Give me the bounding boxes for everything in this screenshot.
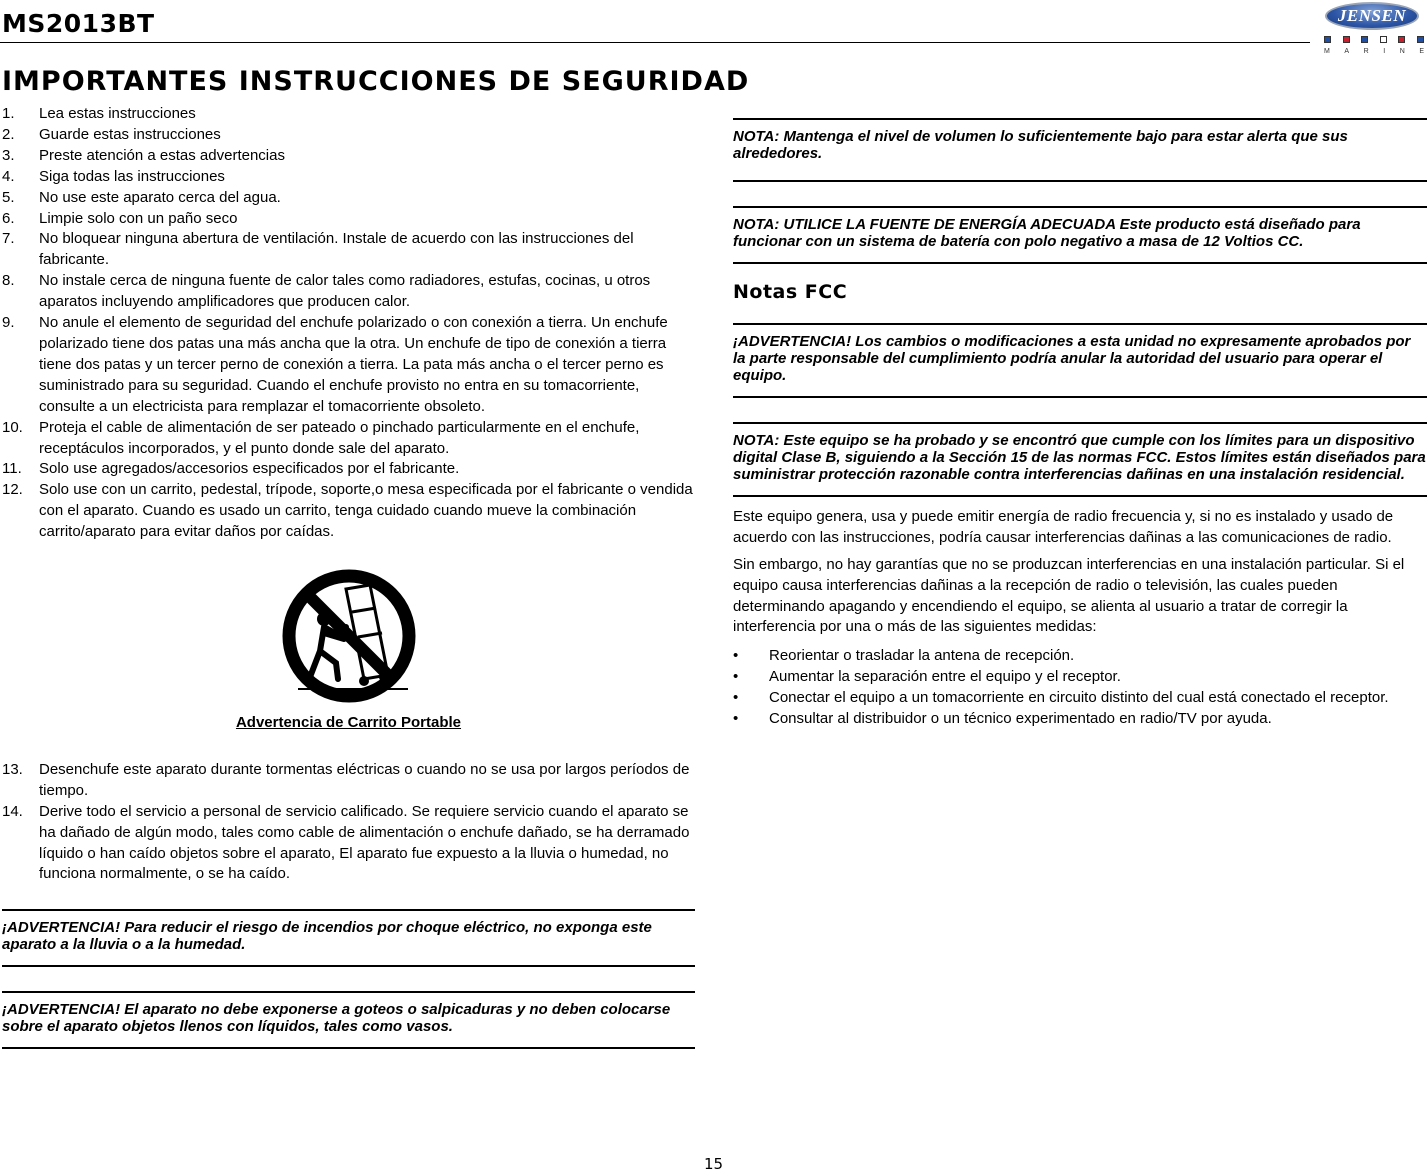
instruction-number: 2. xyxy=(2,125,15,143)
logo-letter: E xyxy=(1419,48,1424,55)
logo-flag-icon xyxy=(1380,36,1387,43)
fcc-heading: Notas FCC xyxy=(733,281,848,303)
instruction-text: Proteja el cable de alimentación de ser pateado o pinchado particularmente en el enchufe, receptáculos incorporados, y el punto donde sale del aparato. xyxy=(39,418,640,457)
logo-brand-text: JENSEN xyxy=(1337,6,1407,25)
logo-flags xyxy=(1324,36,1424,43)
instruction-text: Siga todas las instrucciones xyxy=(39,167,225,185)
instruction-text: Guarde estas instrucciones xyxy=(39,125,221,143)
left-column xyxy=(2,104,695,1049)
note-box-power: NOTA: UTILICE LA FUENTE DE ENERGÍA ADECUADA Este producto está diseñado para funcionar con un sistema de batería con polo negativo a masa de 12 Voltios CC. xyxy=(733,206,1427,264)
logo-letter: A xyxy=(1344,48,1350,55)
cart-warning-figure xyxy=(2,567,695,734)
logo-letter: I xyxy=(1383,48,1386,55)
instruction-item xyxy=(2,146,695,167)
bullet-icon: • xyxy=(733,668,739,686)
fcc-measure-item xyxy=(733,646,1427,667)
fcc-measure-item xyxy=(733,709,1427,730)
instruction-text: No bloquear ninguna abertura de ventilación. Instale de acuerdo con las instrucciones del fabricante. xyxy=(39,230,634,269)
instruction-item xyxy=(2,271,695,313)
instruction-number: 13. xyxy=(2,760,23,778)
fcc-warning-box: ¡ADVERTENCIA! Los cambios o modificaciones a esta unidad no expresamente aprobados por la parte responsable del cumplimiento podría anular la autoridad del usuario para operar el equipo. xyxy=(733,323,1427,398)
fcc-measure-item xyxy=(733,688,1427,709)
logo-letter: R xyxy=(1363,48,1369,55)
instruction-text: Solo use agregados/accesorios especificados por el fabricante. xyxy=(39,460,460,478)
instruction-item xyxy=(2,209,695,230)
instruction-text: Preste atención a estas advertencias xyxy=(39,146,285,164)
instruction-text: No instale cerca de ninguna fuente de calor tales como radiadores, estufas, cocinas, u otros aparatos incluyendo amplificadores que producen calor. xyxy=(39,272,651,311)
logo-letter: N xyxy=(1399,48,1405,55)
page-title: IMPORTANTES INSTRUCCIONES DE SEGURIDAD xyxy=(2,66,750,97)
instruction-number: 14. xyxy=(2,802,23,820)
instruction-item xyxy=(2,104,695,125)
fcc-paragraph: Sin embargo, no hay garantías que no se produzcan interferencias en una instalación particular. Si el equipo causa interferencias dañinas a la recepción de radio o televisión, las cuales pueden determinando apagando y encendiendo el equipo, se alienta al usuario a tratar de corregir la interferencia por una o más de las siguientes medidas: xyxy=(733,555,1405,636)
header-rule xyxy=(0,42,1310,43)
logo-flag-icon xyxy=(1398,36,1405,43)
instruction-number: 9. xyxy=(2,314,15,332)
safety-instructions-list xyxy=(2,104,695,543)
fcc-note-box: NOTA: Este equipo se ha probado y se encontró que cumple con los límites para un dispositivo digital Clase B, siguiendo a la Sección 15 de las normas FCC. Estos límites están diseñados para suministrar protección razonable contra interferencias dañinas en una instalación residencial. xyxy=(733,422,1427,497)
instruction-number: 3. xyxy=(2,146,15,164)
instruction-number: 5. xyxy=(2,188,15,206)
fcc-measure-text: Conectar el equipo a un tomacorriente en circuito distinto del cual está conectado el receptor. xyxy=(769,689,1389,707)
instruction-number: 1. xyxy=(2,105,15,122)
logo-flag-icon xyxy=(1343,36,1350,43)
fcc-measures-list xyxy=(733,646,1427,730)
logo-flag-icon xyxy=(1324,36,1331,43)
instruction-number: 7. xyxy=(2,230,15,248)
instruction-number: 11. xyxy=(2,460,22,478)
instruction-text: Limpie solo con un paño seco xyxy=(39,209,238,227)
logo-flag-icon xyxy=(1361,36,1368,43)
instruction-number: 12. xyxy=(2,481,23,499)
fcc-measure-text: Consultar al distribuidor o un técnico experimentado en radio/TV por ayuda. xyxy=(769,710,1272,728)
note-box-volume: NOTA: Mantenga el nivel de volumen lo suficientemente bajo para estar alerta que sus alrededores. xyxy=(733,118,1427,182)
warning-box-liquids: ¡ADVERTENCIA! El aparato no debe exponerse a goteos o salpicaduras y no deben colocarse sobre el aparato objetos llenos con líquidos, tales como vasos. xyxy=(2,991,695,1049)
instruction-number: 10. xyxy=(2,418,23,436)
instruction-item xyxy=(2,167,695,188)
instruction-text: No anule el elemento de seguridad del enchufe polarizado o con conexión a tierra. Un enchufe polarizado tiene dos patas una más ancha que la otra. Un enchufe de tipo de conexión a tierra tiene dos patas y un tercer perno de conexión a tierra. La pata más ancha o el tercer perno es suministrado para su seguridad. Cuando el enchufe provisto no entra en su tomacorriente, consulte a un electricista para remplazar el tomacorriente obsoleto. xyxy=(39,314,668,415)
logo-flag-icon xyxy=(1417,36,1424,43)
instruction-text: Derive todo el servicio a personal de servicio calificado. Se requiere servicio cuando el aparato se ha dañado de algún modo, tales como cable de alimentación o enchufe dañado, se ha derramado líquido o han caído objetos sobre el aparato, El aparato fue expuesto a la lluvia o humedad, no funciona normalmente, o se ha caído. xyxy=(39,802,690,883)
cart-tipover-warning-icon xyxy=(280,567,418,705)
warning-box-fire: ¡ADVERTENCIA! Para reducir el riesgo de incendios por choque eléctrico, no exponga este aparato a la lluvia o a la humedad. xyxy=(2,909,695,967)
logo-letter: M xyxy=(1324,48,1330,55)
instruction-item xyxy=(2,480,695,543)
instruction-text: Solo use con un carrito, pedestal, trípode, soporte,o mesa especificada por el fabricante o vendida con el aparato. Cuando es usado un carrito, tenga cuidado cuando mueve la combinación carrito/aparato para evitar daños por caídas. xyxy=(39,481,693,541)
cart-caption: Advertencia de Carrito Portable xyxy=(235,714,462,732)
instruction-number: 4. xyxy=(2,167,15,185)
instruction-number: 6. xyxy=(2,209,15,227)
instruction-text: Desenchufe este aparato durante tormentas eléctricas o cuando no se usa por largos períodos de tiempo. xyxy=(39,760,690,799)
instruction-item xyxy=(2,229,695,271)
jensen-marine-logo xyxy=(1318,0,1427,62)
safety-instructions-list-continued xyxy=(2,760,695,885)
instruction-text: Lea estas instrucciones xyxy=(39,105,196,122)
instruction-number: 8. xyxy=(2,272,15,290)
instruction-item xyxy=(2,760,695,802)
instruction-item xyxy=(2,459,695,480)
model-name: MS2013BT xyxy=(2,9,155,38)
fcc-measure-text: Reorientar o trasladar la antena de recepción. xyxy=(769,647,1075,665)
bullet-icon: • xyxy=(733,689,739,707)
right-column xyxy=(733,104,1427,730)
bullet-icon: • xyxy=(733,647,739,665)
logo-marine-text xyxy=(1324,48,1424,55)
instruction-text: No use este aparato cerca del agua. xyxy=(39,188,281,206)
instruction-item xyxy=(2,125,695,146)
instruction-item xyxy=(2,188,695,209)
fcc-measure-item xyxy=(733,667,1427,688)
page-number: 15 xyxy=(703,1155,724,1173)
instruction-item xyxy=(2,418,695,460)
fcc-paragraph: Este equipo genera, usa y puede emitir energía de radio frecuencia y, si no es instalado y usado de acuerdo con las instrucciones, podría causar interferencias dañinas a las comunicaciones de radio. xyxy=(733,507,1394,546)
bullet-icon: • xyxy=(733,710,739,728)
instruction-item xyxy=(2,313,695,418)
fcc-measure-text: Aumentar la separación entre el equipo y el receptor. xyxy=(769,668,1121,686)
instruction-item xyxy=(2,802,695,886)
